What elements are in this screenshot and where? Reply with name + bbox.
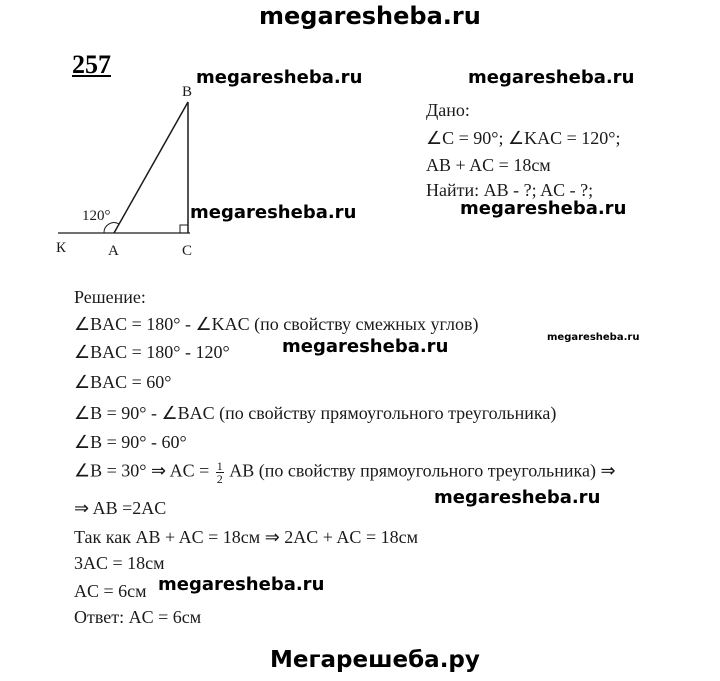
site-watermark: megaresheba.ru (196, 67, 363, 88)
site-watermark: megaresheba.ru (468, 67, 635, 88)
problem-number: 257 (72, 50, 111, 79)
vertex-a-label: A (108, 243, 119, 259)
solution-line-4: ∠B = 90° - ∠BAC (по свойству прямоугольного треугольника) (74, 403, 557, 423)
solution-line-3: ∠BAC = 60° (74, 372, 172, 392)
site-watermark: megaresheba.ru (434, 487, 601, 508)
vertex-k-label: К (56, 240, 67, 256)
find-line: Найти: AB - ?; AC - ?; (426, 180, 594, 200)
solution-line-7: ⇒ AB =2AC (74, 498, 167, 518)
site-watermark: megaresheba.ru (190, 202, 357, 223)
solution-line-6 (74, 460, 616, 485)
site-watermark-top: megaresheba.ru (259, 2, 481, 30)
site-watermark: megaresheba.ru (547, 332, 640, 343)
solution-line-8: Так как AB + AC = 18см ⇒ 2AC + AC = 18см (74, 527, 418, 547)
site-watermark-bottom: Мегарешеба.ру (270, 647, 480, 673)
solution-line-5: ∠B = 90° - 60° (74, 432, 187, 452)
solution-line-6-start: ∠B = 30° ⇒ AC = (74, 460, 210, 481)
given-line-2: AB + AC = 18см (426, 155, 551, 175)
triangle-figure (50, 80, 270, 260)
right-angle-mark (180, 225, 188, 233)
vertex-c-label: C (182, 243, 193, 259)
solution-line-1: ∠BAC = 180° - ∠KAC (по свойству смежных углов) (74, 314, 479, 334)
fraction-denominator: 2 (216, 472, 223, 486)
site-watermark: megaresheba.ru (158, 574, 325, 595)
given-line-1: ∠C = 90°; ∠KAC = 120°; (426, 128, 621, 148)
solution-line-10: AC = 6см (74, 581, 147, 601)
fraction-numerator: 1 (216, 459, 223, 473)
angle-label: 120° (82, 208, 111, 224)
vertex-b-label: B (182, 84, 193, 100)
solution-line-6-end: AB (по свойству прямоугольного треугольника) ⇒ (229, 460, 616, 481)
answer-line: Ответ: AC = 6см (74, 607, 202, 627)
fraction-one-half (216, 460, 224, 485)
solution-title: Решение: (74, 287, 146, 307)
hypotenuse-ab (114, 102, 188, 233)
site-watermark: megaresheba.ru (460, 198, 627, 219)
given-title: Дано: (426, 100, 470, 120)
solution-line-2: ∠BAC = 180° - 120° (74, 342, 230, 362)
site-watermark: megaresheba.ru (282, 336, 449, 357)
solution-line-9: 3AC = 18см (74, 553, 165, 573)
